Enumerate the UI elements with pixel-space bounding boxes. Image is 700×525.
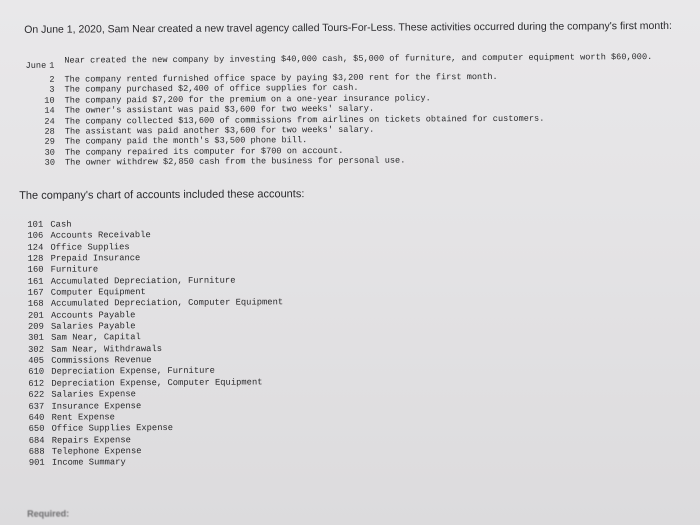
account-name: Insurance Expense <box>51 400 142 412</box>
account-name: Rent Expense <box>51 412 115 423</box>
account-number: 650 <box>28 423 45 435</box>
chart-of-accounts-intro: The company's chart of accounts included these accounts: <box>19 188 305 202</box>
account-name: Accounts Payable <box>50 309 136 321</box>
activity-text: The company rented furnished office space by paying $3,200 rent for the first month. <box>64 71 498 85</box>
account-number: 168 <box>27 299 44 310</box>
account-name: Sam Near, Withdrawals <box>51 343 163 355</box>
account-name: Furniture <box>50 264 99 276</box>
account-number: 688 <box>28 446 45 457</box>
account-row <box>29 456 284 469</box>
account-number: 124 <box>27 242 44 253</box>
activity-date <box>15 147 55 158</box>
account-number: 640 <box>28 412 45 423</box>
activity-day: 29 <box>44 137 55 148</box>
account-name: Office Supplies Expense <box>51 423 174 434</box>
activity-day: 28 <box>44 126 55 137</box>
account-number: 301 <box>28 333 44 344</box>
activity-month: June <box>25 60 47 71</box>
activity-day: 2 <box>49 74 55 85</box>
account-number: 128 <box>27 253 44 264</box>
account-number: 622 <box>28 389 45 400</box>
activity-day: 30 <box>44 147 55 158</box>
activity-text: The company paid $7,200 for the premium on a one-year insurance policy. <box>64 93 431 106</box>
account-number: 612 <box>28 378 45 389</box>
activity-day: 3 <box>49 85 55 96</box>
account-name: Computer Equipment <box>50 287 146 298</box>
account-name: Accounts Receivable <box>50 230 151 242</box>
account-name: Salaries Expense <box>51 389 136 400</box>
account-number: 106 <box>27 231 44 242</box>
account-number: 160 <box>27 265 44 276</box>
account-name: Cash <box>50 219 72 230</box>
activity-date <box>15 158 55 169</box>
account-name: Accumulated Depreciation, Computer Equipment <box>50 297 284 310</box>
activity-day: 24 <box>44 116 55 127</box>
activity-day: 1 <box>49 60 55 71</box>
account-name: Telephone Expense <box>51 446 142 457</box>
activity-text: The company repaired its computer for $700 on account. <box>64 145 344 158</box>
activity-date <box>14 61 54 72</box>
activity-text: The company collected $13,600 of commissions from airlines on tickets obtained for customers. <box>64 113 545 127</box>
account-name: Prepaid Insurance <box>50 253 141 264</box>
activity-date <box>15 106 55 117</box>
account-name: Depreciation Expense, Furniture <box>51 366 215 378</box>
account-number: 405 <box>28 355 45 366</box>
account-name: Commissions Revenue <box>51 355 152 366</box>
activity-date <box>15 85 55 96</box>
account-row <box>28 377 283 390</box>
account-name: Repairs Expense <box>51 434 131 446</box>
account-name: Salaries Payable <box>50 321 136 332</box>
account-name: Depreciation Expense, Computer Equipment <box>51 377 263 389</box>
activity-text: The owner withdrew $2,850 cash from the business for personal use. <box>64 155 406 168</box>
account-number: 684 <box>28 435 45 446</box>
activity-day: 14 <box>44 105 55 116</box>
account-number: 209 <box>27 321 44 332</box>
account-number: 302 <box>28 344 45 355</box>
activity-text: The assistant was paid another $3,600 for two weeks' salary. <box>64 124 375 137</box>
activity-date <box>15 95 55 106</box>
activity-day: 30 <box>44 157 56 168</box>
account-number: 637 <box>28 401 45 412</box>
activity-text: The company paid the month's $3,500 phone bill. <box>64 135 308 147</box>
account-row <box>28 298 283 311</box>
account-number: 167 <box>27 287 44 298</box>
activity-date <box>15 137 55 148</box>
account-name: Office Supplies <box>50 241 130 253</box>
account-name: Income Summary <box>51 457 126 468</box>
activity-date <box>14 75 54 86</box>
account-number: 901 <box>28 457 45 469</box>
problem-intro: On June 1, 2020, Sam Near created a new travel agency called Tours-For-Less. These activities occurred during the company's first month: <box>24 19 672 36</box>
activity-text: The company purchased $2,400 of office supplies for cash. <box>64 83 359 95</box>
activity-date <box>15 116 55 127</box>
activity-date <box>15 127 55 138</box>
account-name: Sam Near, Capital <box>51 332 141 344</box>
activity-day: 10 <box>44 95 55 106</box>
activities-list <box>14 52 695 169</box>
required-heading: Required: <box>27 508 70 519</box>
activity-text: The owner's assistant was paid $3,600 for two weeks' salary. <box>64 103 375 116</box>
activity-text: Near created the new company by investing $40,000 cash, $5,000 of furniture, and computer equipment worth $60,000. <box>64 52 653 66</box>
account-number: 161 <box>27 276 44 287</box>
account-name: Accumulated Depreciation, Furniture <box>50 275 236 287</box>
account-number: 610 <box>28 367 45 378</box>
account-number: 201 <box>27 310 44 321</box>
account-number: 101 <box>27 219 44 230</box>
chart-of-accounts-list <box>27 218 284 469</box>
